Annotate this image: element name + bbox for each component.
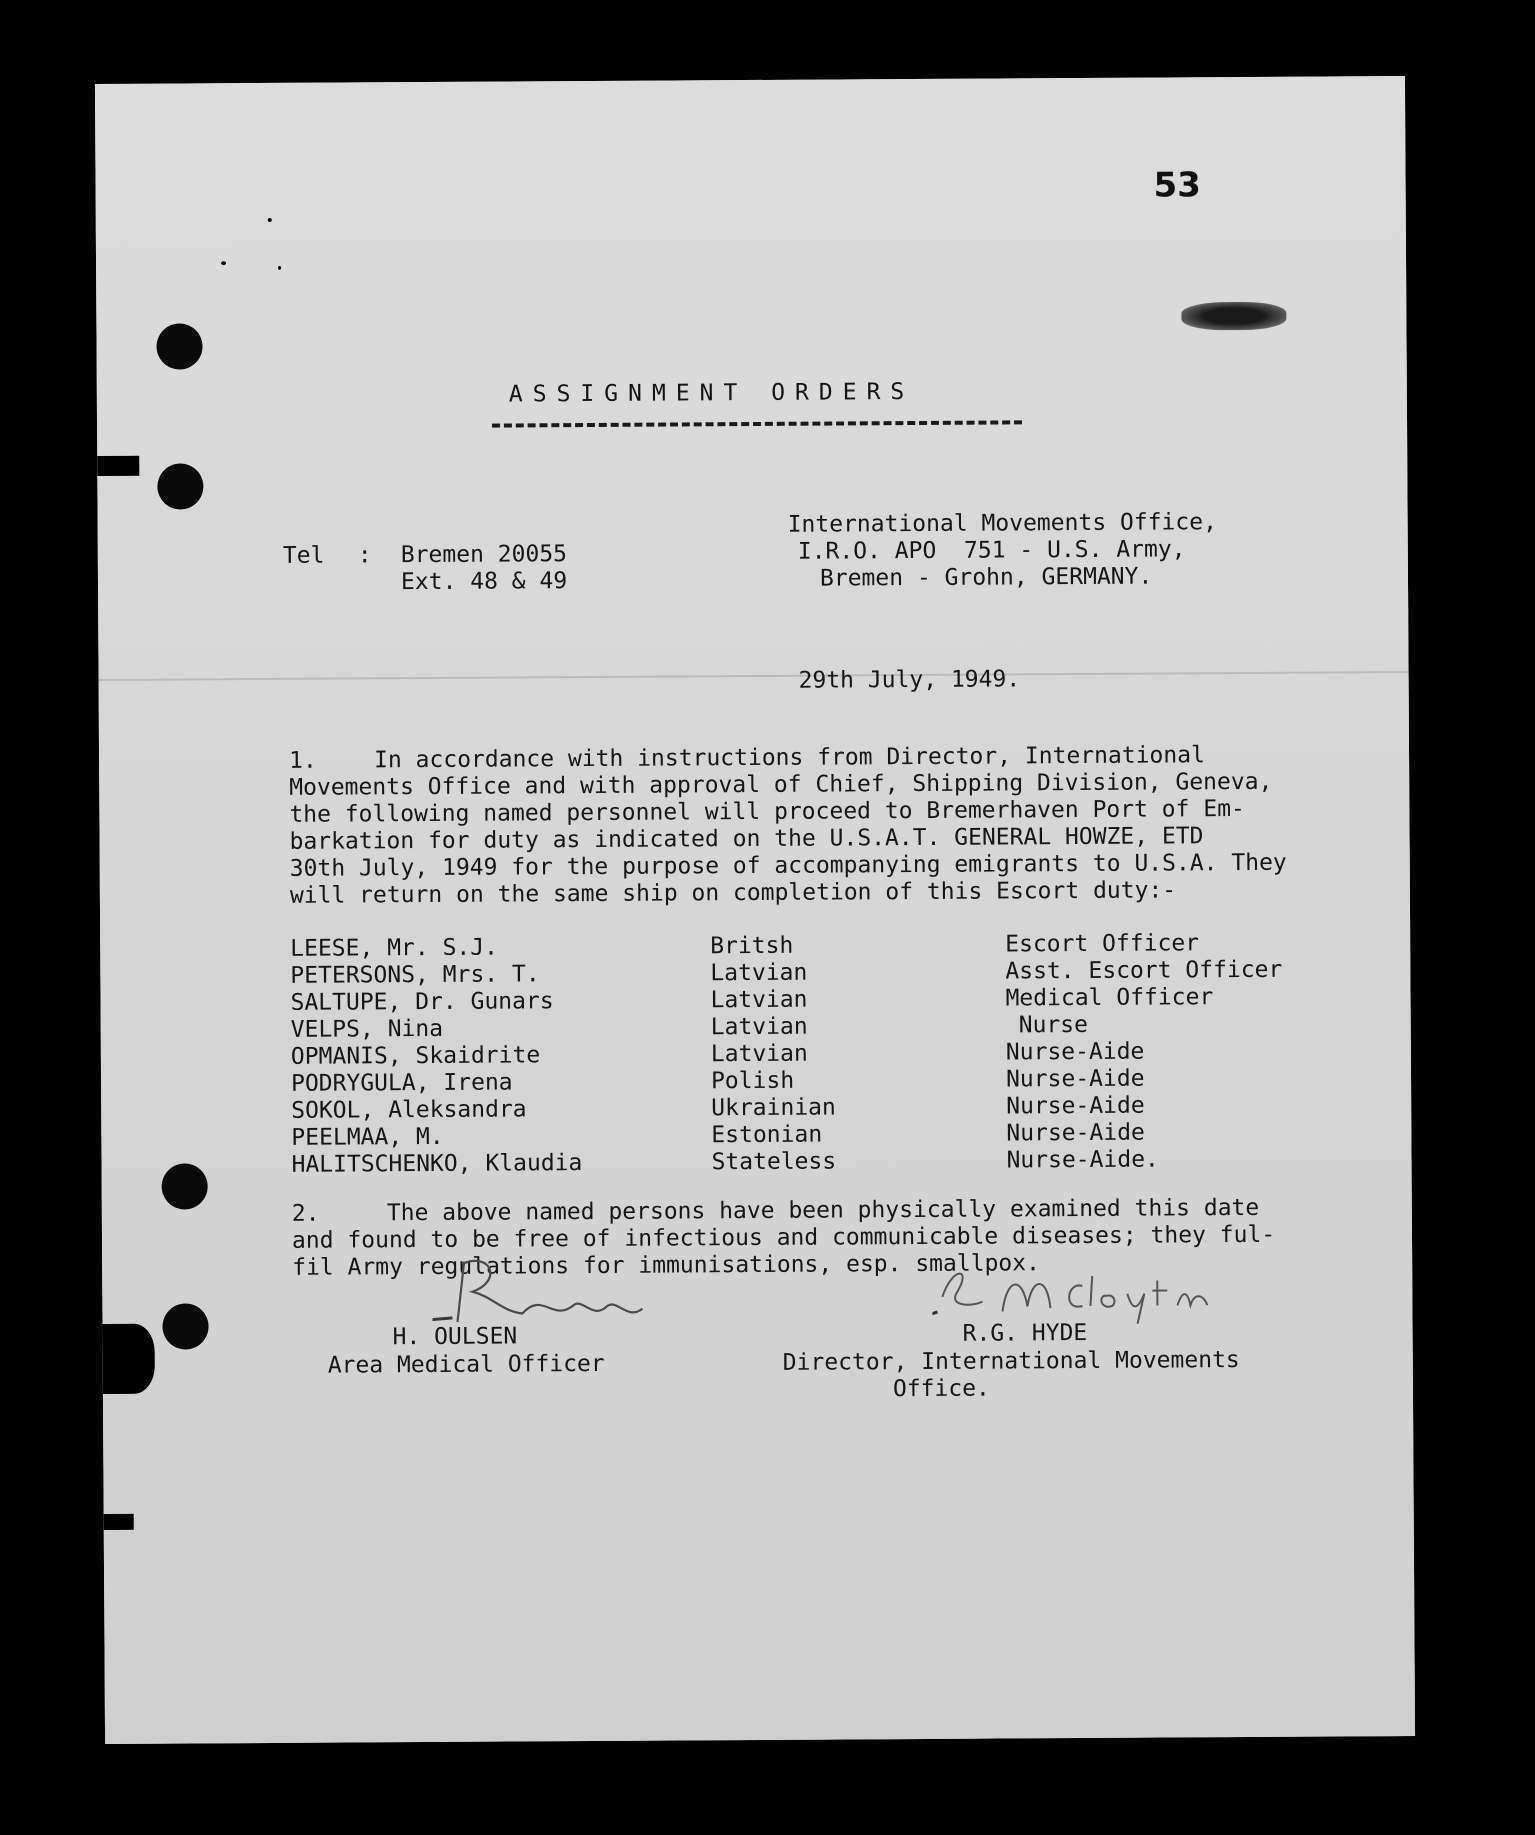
paragraph-line: will return on the same ship on completion of this Escort duty:- bbox=[289, 877, 1177, 909]
personnel-role: Nurse-Aide bbox=[1006, 1119, 1145, 1147]
paragraph-number: 2. bbox=[291, 1200, 320, 1227]
personnel-nationality: Ukrainian bbox=[711, 1094, 836, 1122]
personnel-nationality: Latvian bbox=[710, 1040, 808, 1068]
left-signatory-title: Area Medical Officer bbox=[327, 1350, 605, 1379]
address-line: I.R.O. APO 751 - U.S. Army, bbox=[797, 536, 1186, 565]
fold-line bbox=[99, 671, 1409, 681]
paragraph-line: barkation for duty as indicated on the U.S.A.T. GENERAL HOWZE, ETD bbox=[289, 823, 1204, 855]
paragraph-line: the following named personnel will proceed to Bremerhaven Port of Em- bbox=[289, 796, 1245, 828]
paragraph-line: fil Army regulations for immunisations, esp. smallpox. bbox=[292, 1250, 1040, 1281]
punch-hole bbox=[156, 323, 202, 369]
paragraph-line: In accordance with instructions from Director, International bbox=[373, 742, 1205, 774]
document-date: 29th July, 1949. bbox=[798, 666, 1021, 694]
tel-label: Tel bbox=[282, 542, 325, 569]
personnel-role: Nurse bbox=[1018, 1011, 1089, 1039]
personnel-role: Medical Officer bbox=[1005, 984, 1214, 1012]
punch-hole bbox=[157, 463, 203, 509]
personnel-role: Escort Officer bbox=[1005, 930, 1200, 958]
address-line: Bremen - Grohn, GERMANY. bbox=[819, 563, 1153, 592]
speck bbox=[268, 218, 272, 222]
torn-edge bbox=[103, 1324, 155, 1394]
right-signatory-title: Office. bbox=[892, 1375, 990, 1403]
personnel-nationality: Latvian bbox=[710, 1013, 808, 1041]
tel-extension: Ext. 48 & 49 bbox=[400, 568, 568, 596]
paragraph-line: Movements Office and with approval of Chief, Shipping Division, Geneva, bbox=[289, 768, 1273, 801]
personnel-role: Nurse-Aide bbox=[1005, 1065, 1145, 1093]
paragraph-line: and found to be free of infectious and communicable diseases; they ful- bbox=[291, 1221, 1276, 1254]
address-line: International Movements Office, bbox=[787, 509, 1217, 538]
paragraph-number: 1. bbox=[289, 747, 317, 774]
personnel-role: Nurse-Aide bbox=[1006, 1092, 1145, 1120]
personnel-nationality: Stateless bbox=[711, 1148, 837, 1176]
ink-smudge bbox=[1181, 302, 1286, 331]
punch-hole bbox=[162, 1163, 208, 1209]
document-heading: ASSIGNMENT ORDERS bbox=[508, 379, 915, 408]
heading-underline bbox=[492, 420, 1022, 427]
personnel-nationality: Latvian bbox=[710, 959, 808, 987]
personnel-nationality: Britsh bbox=[710, 932, 794, 960]
tel-number: Bremen 20055 bbox=[400, 541, 568, 569]
personnel-name: HALITSCHENKO, Klaudia bbox=[291, 1150, 583, 1178]
right-signatory-name: R.G. HYDE bbox=[962, 1319, 1088, 1347]
page-number: 53 bbox=[1153, 165, 1202, 206]
paragraph-line: The above named persons have been physically examined this date bbox=[386, 1194, 1260, 1227]
personnel-nationality: Estonian bbox=[711, 1121, 823, 1149]
speck bbox=[221, 261, 226, 265]
punch-hole bbox=[162, 1303, 208, 1349]
paragraph-line: 30th July, 1949 for the purpose of accompanying emigrants to U.S.A. They bbox=[289, 849, 1287, 882]
left-handwritten-signature bbox=[432, 1251, 662, 1332]
document-page bbox=[95, 76, 1415, 1744]
speck bbox=[278, 266, 281, 270]
personnel-role: Nurse-Aide bbox=[1005, 1038, 1145, 1066]
personnel-name: SALTUPE, Dr. Gunars bbox=[290, 988, 554, 1016]
torn-edge bbox=[104, 1514, 134, 1530]
personnel-name: VELPS, Nina bbox=[290, 1015, 444, 1043]
personnel-role: Nurse-Aide. bbox=[1006, 1146, 1159, 1174]
personnel-name: PODRYGULA, Irena bbox=[290, 1069, 513, 1097]
right-handwritten-signature bbox=[932, 1255, 1262, 1327]
personnel-name: SOKOL, Aleksandra bbox=[291, 1096, 527, 1124]
right-signatory-title: Director, International Movements bbox=[782, 1347, 1240, 1376]
tel-separator: : bbox=[357, 542, 372, 569]
left-signatory-name: H. OULSEN bbox=[392, 1323, 518, 1351]
torn-edge bbox=[97, 456, 139, 476]
personnel-role: Asst. Escort Officer bbox=[1005, 956, 1283, 985]
personnel-name: PEELMAA, M. bbox=[291, 1123, 444, 1151]
personnel-nationality: Polish bbox=[710, 1067, 795, 1095]
personnel-name: OPMANIS, Skaidrite bbox=[290, 1042, 541, 1070]
personnel-name: PETERSONS, Mrs. T. bbox=[290, 961, 540, 989]
personnel-nationality: Latvian bbox=[710, 986, 808, 1014]
personnel-name: LEESE, Mr. S.J. bbox=[290, 934, 499, 962]
